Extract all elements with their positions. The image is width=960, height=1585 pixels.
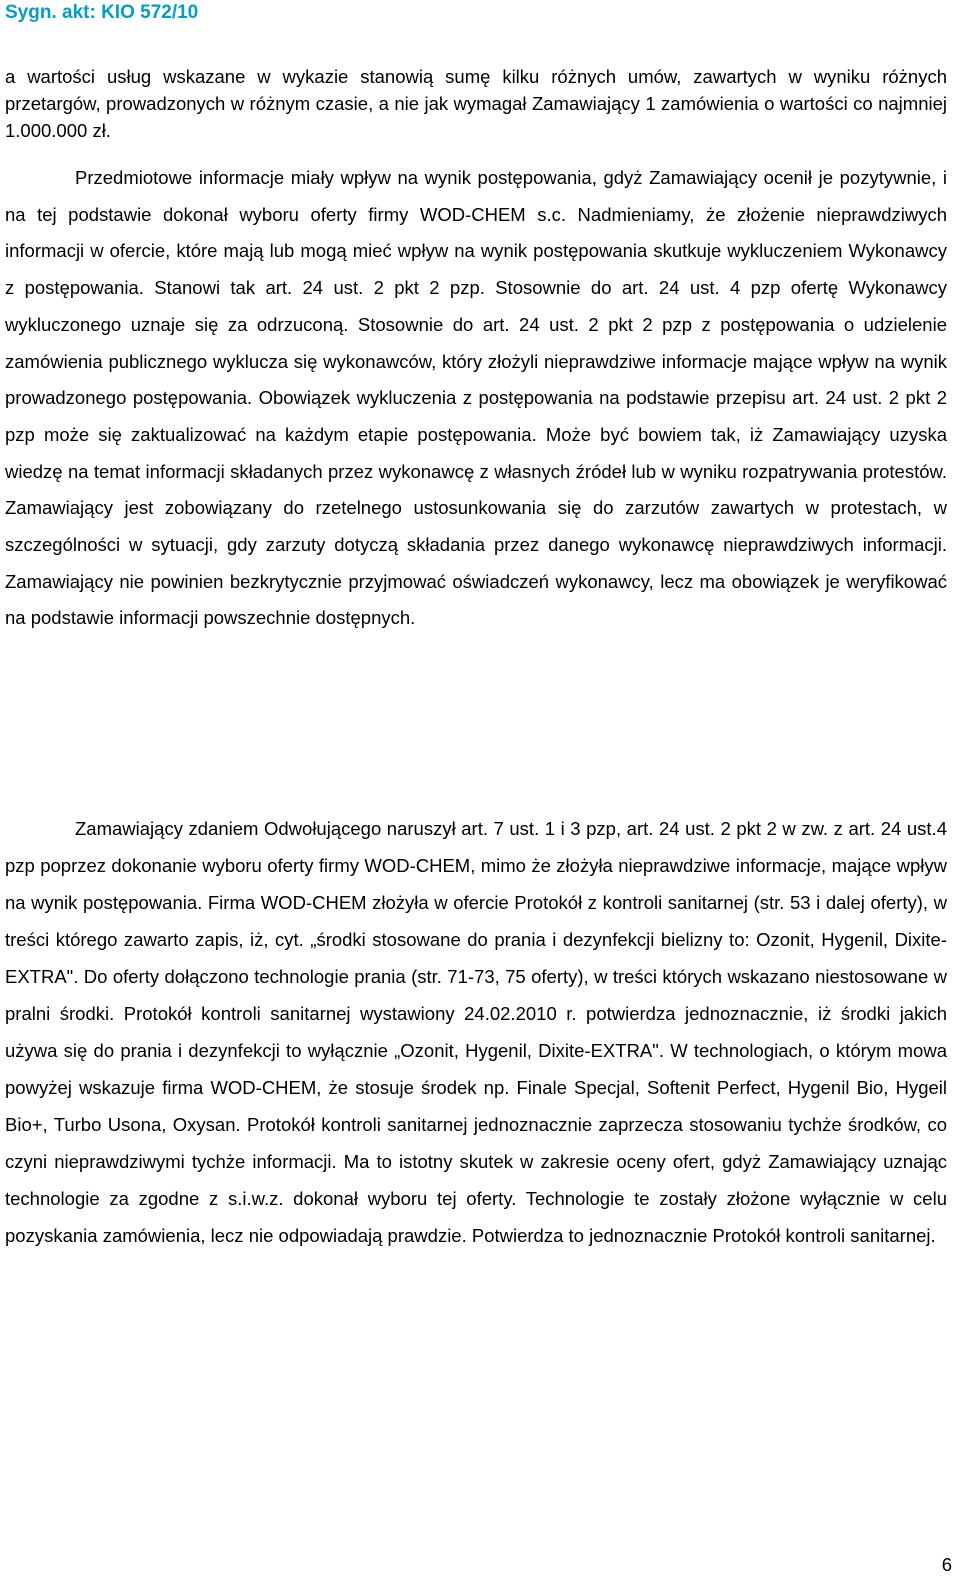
document-paragraph-1-container [5,63,947,144]
document-paragraph-3: Zamawiający zdaniem Odwołującego naruszył art. 7 ust. 1 i 3 pzp, art. 24 ust. 2 pkt 2 w zw. z art. 24 ust.4 pzp poprzez dokonanie wyboru oferty firmy WOD-CHEM, mimo że złożyła nieprawdziwe informacje, mające wpływ na wynik postępowania. Firma WOD-CHEM złożyła w ofercie Protokół z kontroli sanitarnej (str. 53 i dalej oferty), w treści którego zawarto zapis, iż, cyt. „środki stosowane do prania i dezynfekcji bielizny to: Ozonit, Hygenil, Dixite-EXTRA". Do oferty dołączono technologie prania (str. 71-73, 75 oferty), w treści których wskazano niestosowane w pralni środki. Protokół kontroli sanitarnej wystawiony 24.02.2010 r. potwierdza jednoznacznie, iż środki jakich używa się do prania i dezynfekcji to wyłącznie „Ozonit, Hygenil, Dixite-EXTRA". W technologiach, o którym mowa powyżej wskazuje firma WOD-CHEM, że stosuje środek np. Finale Specjal, Softenit Perfect, Hygenil Bio, Hygeil Bio+, Turbo Usona, Oxysan. Protokół kontroli sanitarnej jednoznacznie zaprzecza stosowaniu tychże środków, co czyni nieprawdziwymi tychże informacji. Ma to istotny skutek w zakresie oceny ofert, gdyż Zamawiający uznając technologie za zgodne z s.i.w.z. dokonał wyboru tej oferty. Technologie te zostały złożone wyłącznie w celu pozyskania zamówienia, lecz nie odpowiadają prawdzie. Potwierdza to jednoznacznie Protokół kontroli sanitarnej. [5,818,947,1246]
document-paragraph-3-container [5,810,947,1254]
case-reference-header: Sygn. akt: KIO 572/10 [5,2,199,23]
document-paragraph-1: a wartości usług wskazane w wykazie stanowią sumę kilku różnych umów, zawartych w wyniku różnych przetargów, prowadzonych w różnym czasie, a nie jak wymagał Zamawiający 1 zamówienia o wartości co najmniej 1.000.000 zł. [5,66,947,141]
page-number: 6 [941,1554,952,1575]
document-paragraph-2-container [5,160,947,637]
document-paragraph-2: Przedmiotowe informacje miały wpływ na wynik postępowania, gdyż Zamawiający ocenił je pozytywnie, i na tej podstawie dokonał wyboru oferty firmy WOD-CHEM s.c. Nadmieniamy, że złożenie nieprawdziwych informacji w ofercie, które mają lub mogą mieć wpływ na wynik postępowania skutkuje wykluczeniem Wykonawcy z postępowania. Stanowi tak art. 24 ust. 2 pkt 2 pzp. Stosownie do art. 24 ust. 4 pzp ofertę Wykonawcy wykluczonego uznaje się za odrzuconą. Stosownie do art. 24 ust. 2 pkt 2 pzp z postępowania o udzielenie zamówienia publicznego wyklucza się wykonawców, który złożyli nieprawdziwe informacje mające wpływ na wynik prowadzonego postępowania. Obowiązek wykluczenia z postępowania na podstawie przepisu art. 24 ust. 2 pkt 2 pzp może się zaktualizować na każdym etapie postępowania. Może być bowiem tak, iż Zamawiający uzyska wiedzę na temat informacji składanych przez wykonawcę z własnych źródeł lub w wyniku rozpatrywania protestów. Zamawiający jest zobowiązany do rzetelnego ustosunkowania się do zarzutów zawartych w protestach, w szczególności w sytuacji, gdy zarzuty dotyczą składania przez danego wykonawcę nieprawdziwych informacji. Zamawiający nie powinien bezkrytycznie przyjmować oświadczeń wykonawcy, lecz ma obowiązek je weryfikować na podstawie informacji powszechnie dostępnych. [5,167,947,629]
